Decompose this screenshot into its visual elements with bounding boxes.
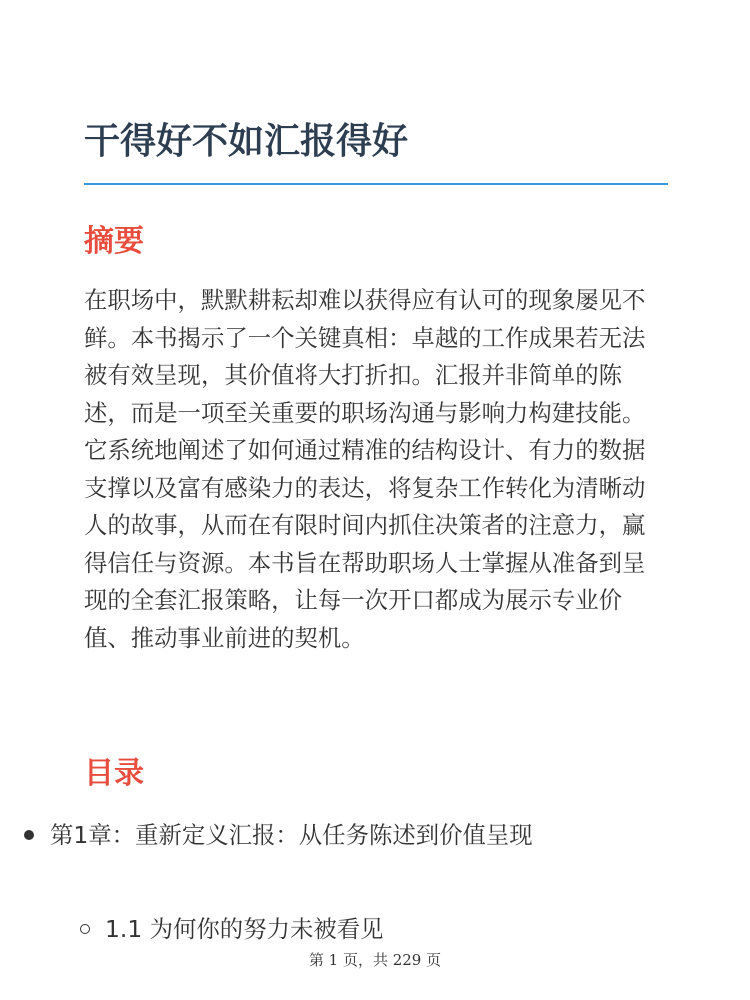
bullet-disc-icon [24, 830, 34, 840]
toc-chapter-label: 第1章：重新定义汇报：从任务陈述到价值呈现 [50, 821, 533, 849]
abstract-heading: 摘要 [84, 224, 144, 259]
abstract-text: 在职场中，默默耕耘却难以获得应有认可的现象屡见不鲜。本书揭示了一个关键真相：卓越的工作成果若无法被有效呈现，其价值将大打折扣。汇报并非简单的陈述，而是一项至关重要的职场沟通与影响力构建技能。它系统地阐述了如何通过精准的结构设计、有力的数据支撑以及富有感染力的表达，将复杂工作转化为清晰动人的故事，从而在有限时间内抓住决策者的注意力，赢得信任与资源。本书旨在帮助职场人士掌握从准备到呈现的全套汇报策略，让每一次开口都成为展示专业价值、推动事业前进的契机。 [84, 286, 646, 652]
toc-section-item[interactable] [105, 910, 384, 948]
title-divider [84, 183, 668, 185]
bullet-circle-icon [80, 924, 90, 934]
toc-heading: 目录 [84, 756, 144, 791]
toc-chapter-item[interactable] [50, 816, 585, 854]
page-footer: 第 1 页，共 229 页 [308, 951, 442, 969]
toc-section-label: 1.1 为何你的努力未被看见 [105, 915, 384, 943]
book-title: 干得好不如汇报得好 [84, 121, 409, 162]
